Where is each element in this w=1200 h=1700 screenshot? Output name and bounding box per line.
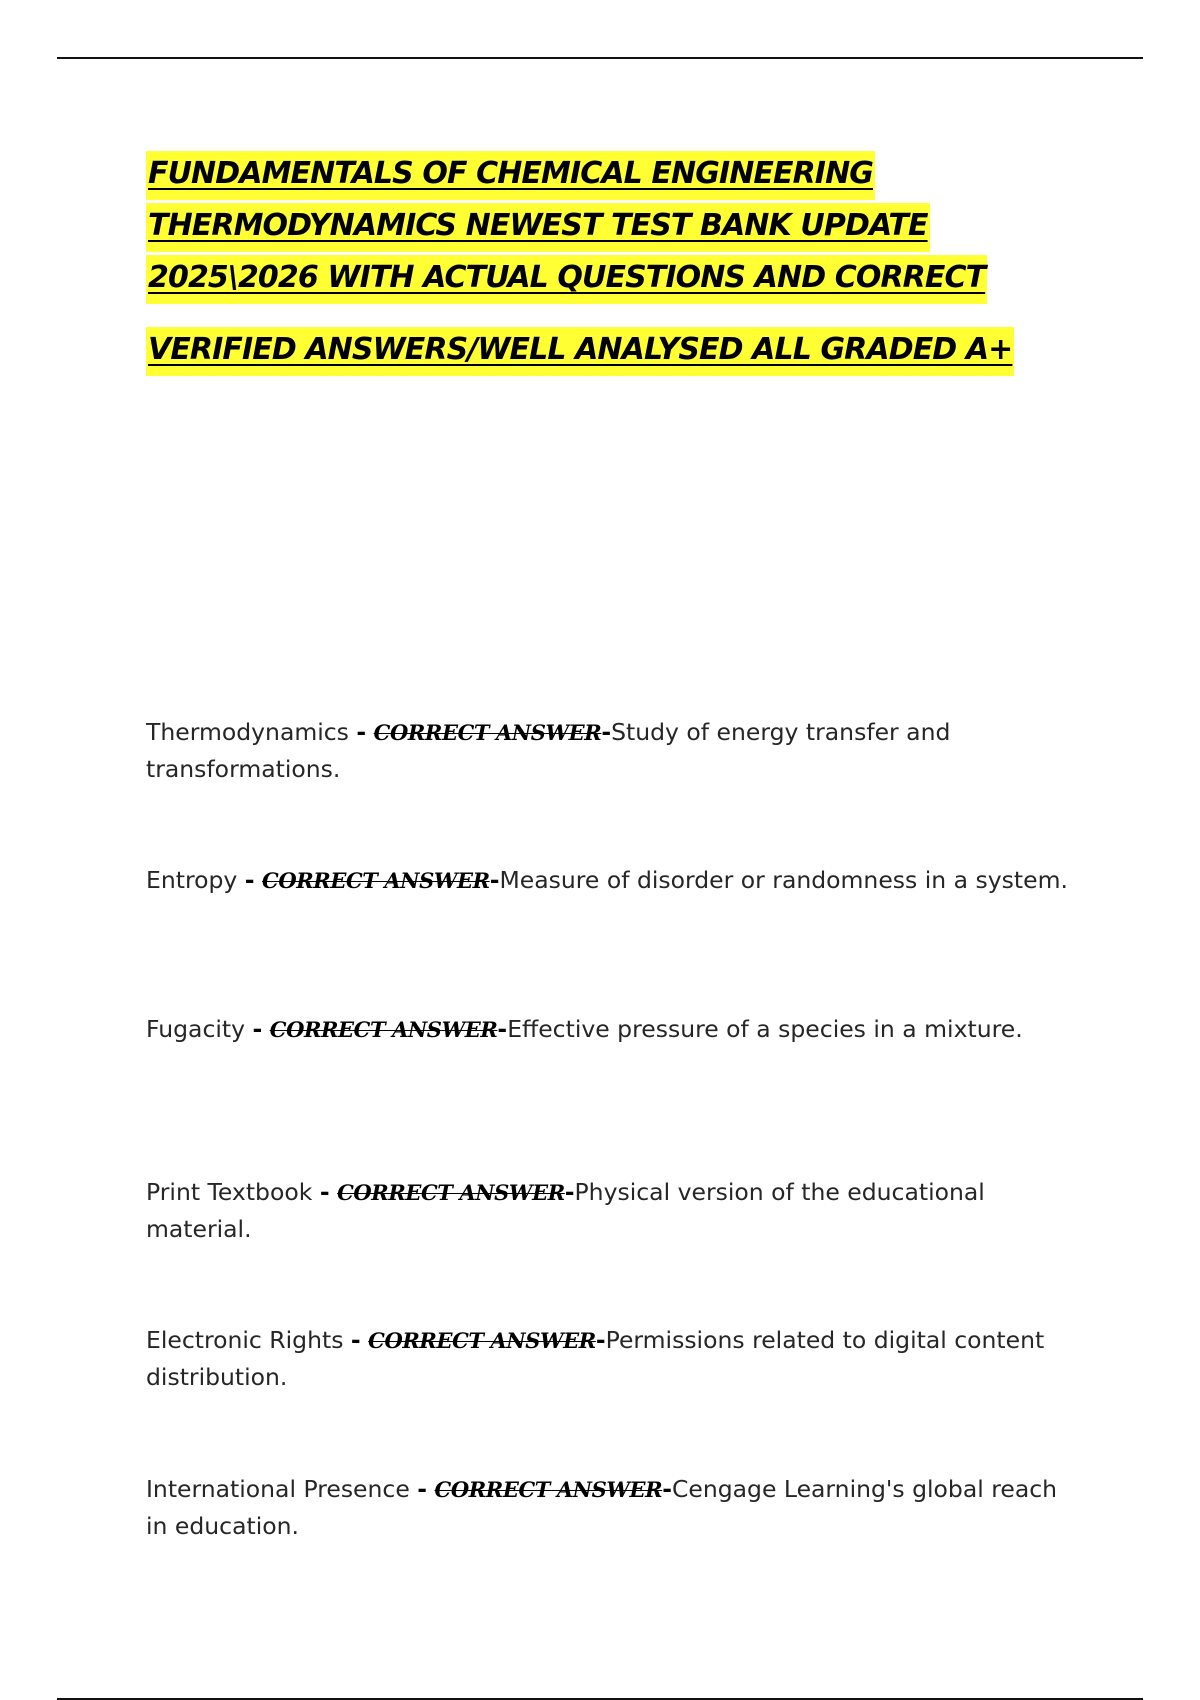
qa-separator: - — [662, 1475, 672, 1503]
qa-separator: - — [497, 1015, 508, 1043]
correct-answer-marker: CORRECT ANSWER — [262, 868, 490, 893]
qa-separator: - — [252, 1015, 263, 1043]
qa-term: Thermodynamics — [146, 718, 349, 746]
qa-separator: - — [417, 1475, 428, 1503]
qa-definition: Physical version of the educational material. — [146, 1178, 985, 1243]
qa-separator: - — [595, 1326, 606, 1354]
correct-answer-marker: CORRECT ANSWER — [337, 1180, 565, 1205]
correct-answer-marker: CORRECT ANSWER — [373, 720, 602, 745]
qa-term: Entropy — [146, 866, 238, 894]
title-line — [146, 148, 1066, 200]
correct-answer-marker: CORRECT ANSWER — [434, 1477, 663, 1502]
title-line — [146, 324, 1066, 376]
qa-definition: Measure of disorder or randomness in a system. — [499, 866, 1068, 894]
qa-definition: Study of energy transfer and transformations. — [146, 718, 951, 783]
top-rule — [57, 57, 1143, 59]
correct-answer-marker: CORRECT ANSWER — [269, 1017, 498, 1042]
qa-entry — [146, 862, 1076, 899]
document-title — [146, 148, 1066, 376]
correct-answer-marker: CORRECT ANSWER — [368, 1328, 596, 1353]
title-highlight: FUNDAMENTALS OF CHEMICAL ENGINEERING — [146, 151, 875, 200]
qa-entry — [146, 1011, 1076, 1048]
qa-entry — [146, 714, 1076, 788]
qa-separator: - — [489, 866, 500, 894]
qa-term: Print Textbook — [146, 1178, 313, 1206]
qa-term: Fugacity — [146, 1015, 246, 1043]
qa-term: Electronic Rights — [146, 1326, 344, 1354]
title-line — [146, 252, 1066, 304]
qa-separator: - — [350, 1326, 361, 1354]
qa-definition: Cengage Learning's global reach in education. — [146, 1475, 1058, 1540]
qa-term: International Presence — [146, 1475, 410, 1503]
qa-definition: Effective pressure of a species in a mixture. — [507, 1015, 1023, 1043]
qa-definition: Permissions related to digital content distribution. — [146, 1326, 1045, 1391]
qa-separator: - — [601, 718, 612, 746]
title-highlight: VERIFIED ANSWERS/WELL ANALYSED ALL GRADED A+ — [146, 327, 1014, 376]
title-highlight: THERMODYNAMICS NEWEST TEST BANK UPDATE — [146, 203, 930, 252]
qa-entry — [146, 1174, 1076, 1248]
qa-entry — [146, 1471, 1076, 1545]
qa-separator: - — [356, 718, 367, 746]
qa-separator: - — [564, 1178, 575, 1206]
qa-separator: - — [244, 866, 255, 894]
title-highlight: 2025\2026 WITH ACTUAL QUESTIONS AND CORRECT — [146, 255, 987, 304]
title-line — [146, 200, 1066, 252]
qa-separator: - — [319, 1178, 330, 1206]
qa-entry — [146, 1322, 1076, 1396]
